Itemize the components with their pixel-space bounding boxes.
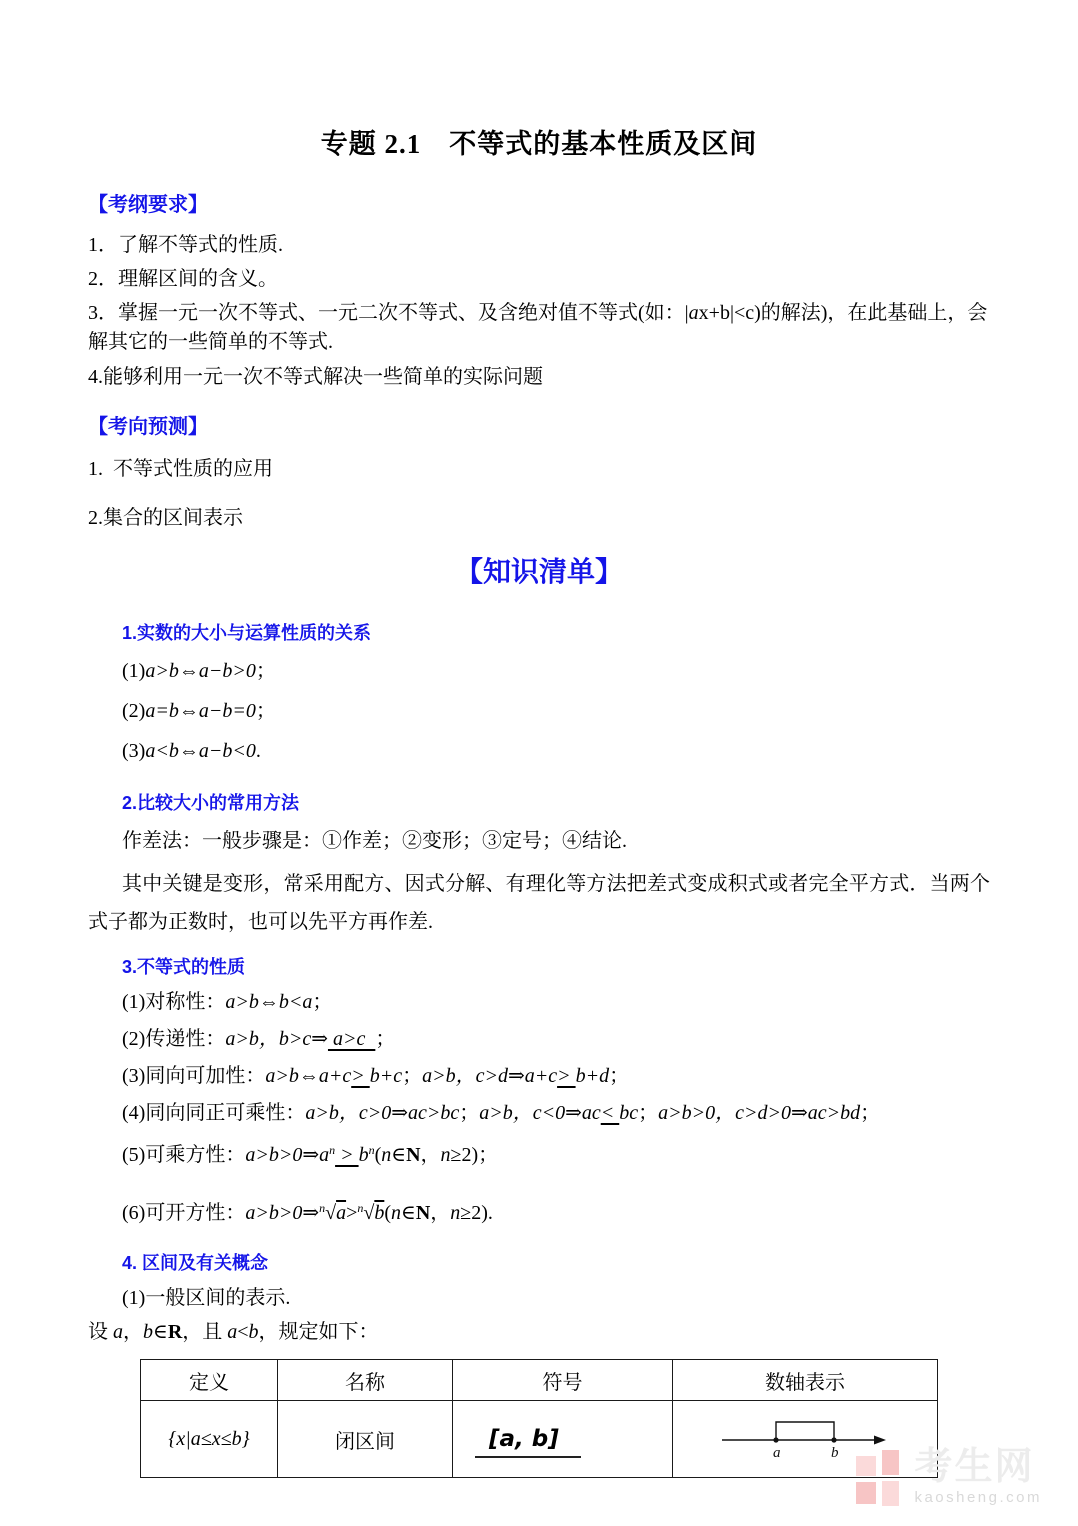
cell-name: 闭区间 — [278, 1401, 453, 1478]
kaosheng-logo-icon — [856, 1448, 902, 1506]
column-header-name: 名称 — [278, 1360, 453, 1401]
s3-property-2: (2)传递性：a>b，b>c⇒ a>c ； — [122, 1028, 396, 1050]
subsection-2-title: 2.比较大小的常用方法 — [122, 793, 300, 813]
s4-setup-line: 设 a，b∈R，且 a<b，规定如下： — [88, 1321, 379, 1344]
watermark-brand: 考生网 — [914, 1446, 1035, 1488]
section-header-knowledge: 【知识清单】 — [454, 556, 623, 587]
cell-definition: {x|a≤x≤b} — [141, 1401, 278, 1478]
s1-relation-3: (3)a<b⇔a−b<0. — [122, 740, 261, 762]
s3-property-6: (6)可开方性：a>b>0⇒$^n$√a>$^n$√b(n∈N，n≥2). — [122, 1201, 493, 1225]
column-header-definition: 定义 — [141, 1360, 278, 1401]
section-header-exam-forecast: 【考向预测】 — [88, 416, 208, 438]
axis-label-b: b — [831, 1445, 839, 1462]
interval-table — [140, 1359, 938, 1478]
cell-symbol — [453, 1401, 673, 1478]
arrowhead-icon — [874, 1436, 886, 1445]
s3-property-3: (3)同向可加性：a>b⇔a+c> b+c；a>b，c>d⇒a+c> b+d； — [122, 1065, 630, 1087]
watermark — [856, 1448, 1042, 1506]
subsection-4-title: 4. 区间及有关概念 — [122, 1253, 269, 1274]
column-header-symbol: 符号 — [453, 1360, 673, 1401]
req-item-4: 4.能够利用一元一次不等式解决一些简单的实际问题 — [88, 366, 543, 388]
section-header-exam-requirements: 【考纲要求】 — [88, 194, 208, 216]
page-title: 专题 2.1 不等式的基本性质及区间 — [320, 129, 758, 159]
forecast-item-2: 2.集合的区间表示 — [88, 507, 243, 529]
endpoint-b-dot — [831, 1438, 836, 1443]
interval-symbol-handwritten: [a, b] — [475, 1426, 581, 1458]
subsection-3-title: 3.不等式的性质 — [122, 957, 246, 977]
req-item-2: 2．理解区间的含义。 — [88, 268, 278, 290]
s4-intro-line: (1)一般区间的表示. — [122, 1287, 291, 1310]
interval-table-row — [141, 1401, 938, 1478]
axis-label-a: a — [773, 1445, 781, 1462]
s1-relation-1: (1)a>b⇔a−b>0； — [122, 660, 276, 682]
column-header-axis: 数轴表示 — [673, 1360, 938, 1401]
watermark-domain: kaosheng.com — [914, 1489, 1042, 1506]
endpoint-a-dot — [773, 1438, 778, 1443]
subsection-1-title: 1.实数的大小与运算性质的关系 — [122, 623, 372, 643]
req-item-3: 3．掌握一元一次不等式、一元二次不等式、及含绝对值不等式(如：|ax+b|<c)的解法)，在此基础上，会解其它的一些简单的不等式. — [88, 302, 988, 353]
closed-interval-bracket — [776, 1422, 834, 1440]
s3-property-4: (4)同向同正可乘性：a>b，c>0⇒ac>bc；a>b，c<0⇒ac< bc；a>b>0，c>d>0⇒ac>bd； — [122, 1102, 881, 1124]
s3-property-5: (5)可乘方性：$a>b>0\Rightarrow a^n$ > $b^n(n\in N$，n≥2)； — [122, 1143, 499, 1167]
forecast-item-1: 1. 不等式性质的应用 — [88, 458, 273, 480]
s2-method-note: 其中关键是变形，常采用配方、因式分解、有理化等方法把差式变成积式或者完全平方式．当两个式子都为正数时，也可以先平方再作差. — [88, 873, 990, 933]
s1-relation-2: (2)a=b⇔a−b=0； — [122, 700, 276, 722]
s3-property-1: (1)对称性：a>b⇔b<a； — [122, 991, 333, 1013]
s2-method-steps: 作差法：一般步骤是：①作差；②变形；③定号；④结论. — [122, 830, 627, 852]
req-item-1: 1．了解不等式的性质. — [88, 234, 283, 256]
interval-table-header-row — [141, 1360, 938, 1401]
